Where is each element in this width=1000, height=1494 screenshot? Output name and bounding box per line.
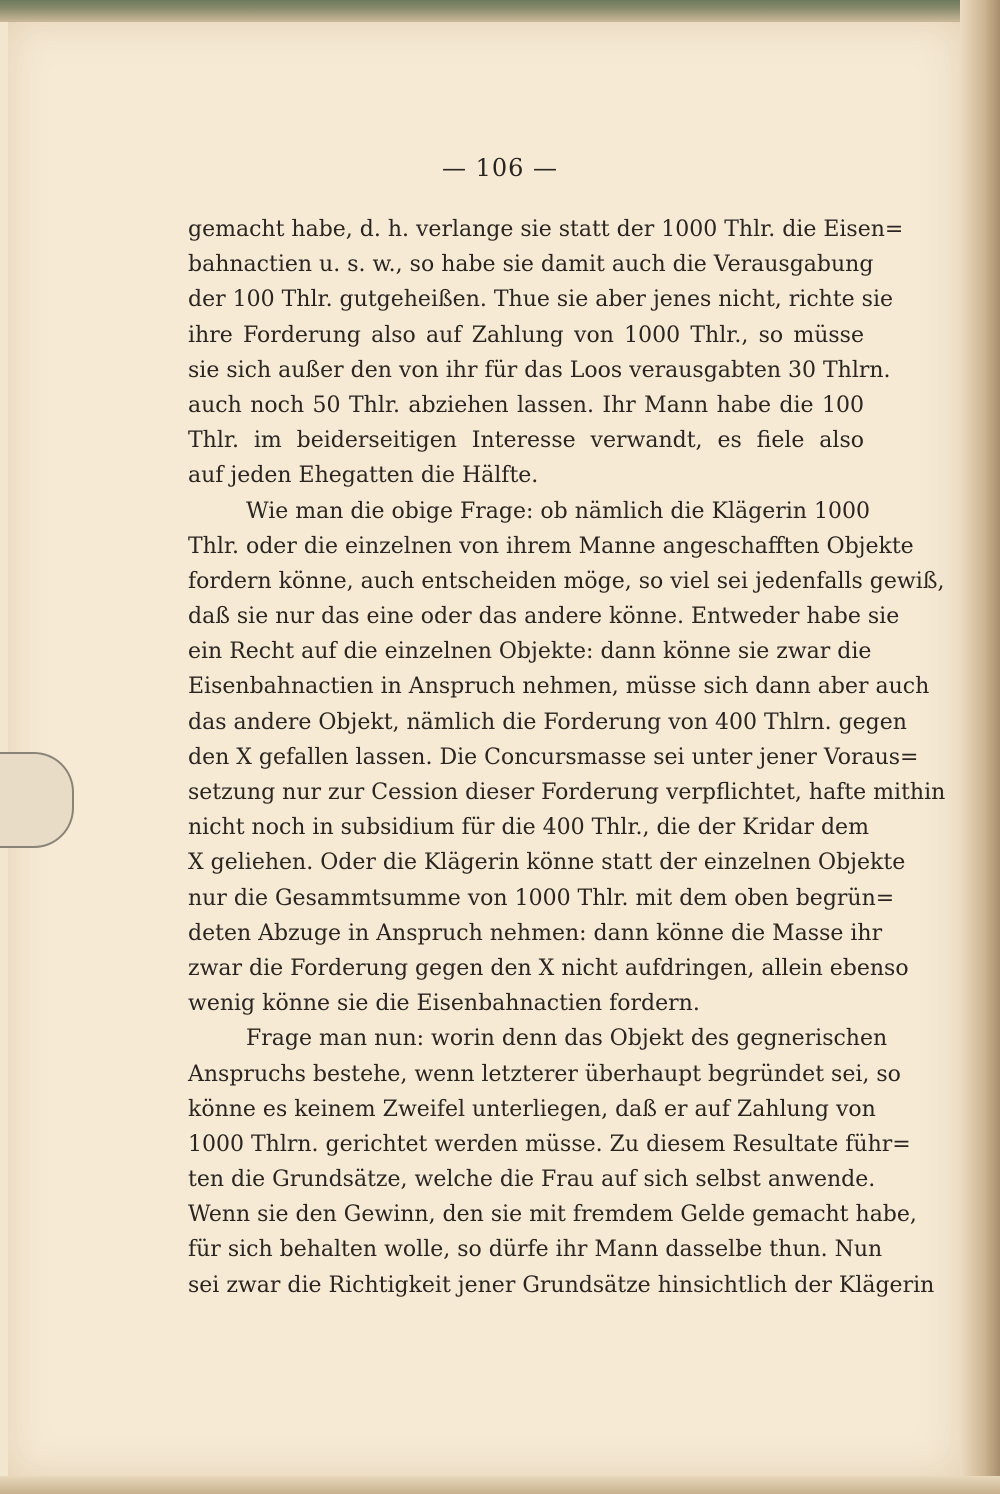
text-line: fordern könne, auch entscheiden möge, so viel sei jedenfalls gewiß,: [188, 568, 945, 594]
body-text: [188, 212, 946, 1303]
text-line: setzung nur zur Cession dieser Forderung verpflichtet, hafte mithin: [188, 780, 946, 805]
text-line: der 100 Thlr. gutgeheißen. Thue sie aber jenes nicht, richte sie: [188, 287, 894, 313]
text-line: 1000 Thlrn. gerichtet werden müsse. Zu diesem Resultate führ=: [188, 1131, 911, 1157]
text-line: nur die Gesammtsumme von 1000 Thlr. mit dem oben begrün=: [188, 885, 895, 911]
page-number: — 106 —: [441, 154, 559, 182]
text-line: gemacht habe, d. h. verlange sie statt der 1000 Thlr. die Eisen=: [188, 217, 904, 242]
text-line: Frage man nun: worin denn das Objekt des gegnerischen: [246, 1026, 888, 1052]
text-line: ein Recht auf die einzelnen Objekte: dann könne sie zwar die: [188, 639, 872, 665]
text-line: sie sich außer den von ihr für das Loos verausgabten 30 Thlrn.: [188, 357, 891, 383]
text-line: wenig könne sie die Eisenbahnactien fordern.: [188, 991, 700, 1017]
book-bottom-edge: [0, 1476, 1000, 1494]
text-line: das andere Objekt, nämlich die Forderung von 400 Thlrn. gegen: [188, 709, 907, 735]
book-top-edge: [0, 0, 1000, 22]
text-line: Thlr. oder die einzelnen von ihrem Manne angeschafften Objekte: [188, 533, 914, 559]
text-line: Wenn sie den Gewinn, den sie mit fremdem Gelde gemacht habe,: [188, 1202, 917, 1228]
text-line: nicht noch in subsidium für die 400 Thlr., die der Kridar dem: [188, 815, 869, 841]
text-line: bahnactien u. s. w., so habe sie damit auch die Verausgabung: [188, 252, 874, 278]
book-right-edge: [960, 0, 1000, 1494]
text-line: Wie man die obige Frage: ob nämlich die Klägerin 1000: [246, 498, 870, 524]
text-line: Thlr. im beiderseitigen Interesse verwandt, es fiele also: [188, 428, 864, 454]
text-line: für sich behalten wolle, so dürfe ihr Mann dasselbe thun. Nun: [188, 1237, 883, 1263]
text-line: sei zwar die Richtigkeit jener Grundsätze hinsichtlich der Klägerin: [188, 1272, 935, 1298]
page-tab-marker: [0, 752, 74, 848]
text-line: zwar die Forderung gegen den X nicht aufdringen, allein ebenso: [188, 955, 909, 981]
text-line: ihre Forderung also auf Zahlung von 1000 Thlr., so müsse: [188, 322, 864, 348]
text-line: Anspruchs bestehe, wenn letzterer überhaupt begründet sei, so: [188, 1061, 901, 1087]
text-line: ten die Grundsätze, welche die Frau auf sich selbst anwende.: [188, 1167, 876, 1193]
text-line: daß sie nur das eine oder das andere könne. Entweder habe sie: [188, 604, 900, 630]
text-line: deten Abzuge in Anspruch nehmen: dann könne die Masse ihr: [188, 920, 883, 946]
text-line: Eisenbahnactien in Anspruch nehmen, müsse sich dann aber auch: [188, 674, 930, 700]
text-line: den X gefallen lassen. Die Concursmasse sei unter jener Voraus=: [188, 744, 919, 770]
text-line: X geliehen. Oder die Klägerin könne statt der einzelnen Objekte: [188, 850, 906, 876]
text-line: könne es keinem Zweifel unterliegen, daß er auf Zahlung von: [188, 1096, 876, 1122]
text-line: auf jeden Ehegatten die Hälfte.: [188, 463, 539, 489]
text-line: auch noch 50 Thlr. abziehen lassen. Ihr Mann habe die 100: [188, 392, 864, 418]
